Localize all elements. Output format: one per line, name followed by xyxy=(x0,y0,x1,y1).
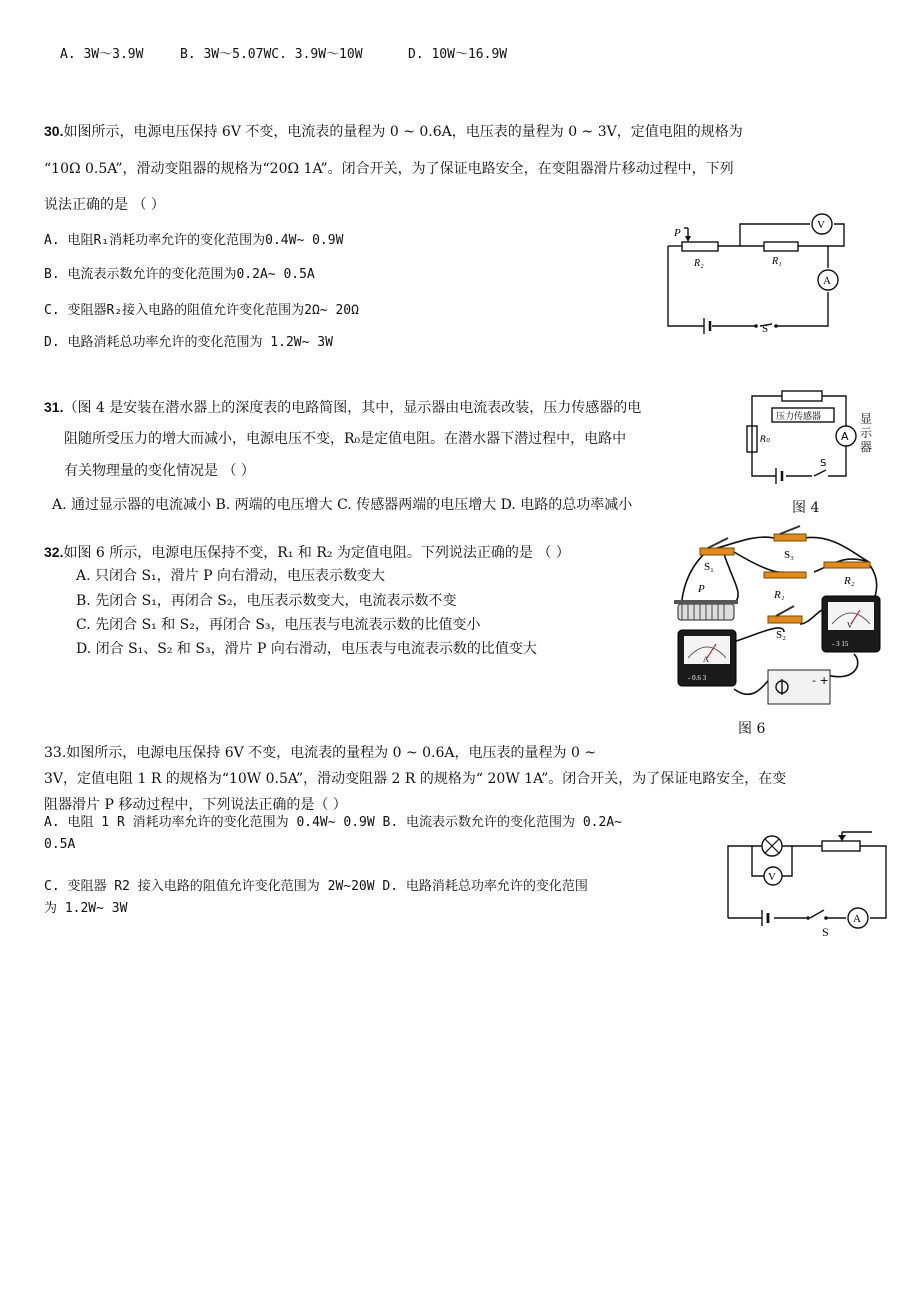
q33-options-ab-line2: 0.5A xyxy=(44,837,76,852)
q30-stem-line2: “10Ω 0.5A”，滑动变阻器的规格为“20Ω 1A”。闭合开关，为了保证电路安全，在变阻器滑片移动过程中，下列 xyxy=(44,161,734,177)
q32-fig-r1-label: R₁ xyxy=(774,589,785,601)
q30-stem-line3: 说法正确的是 （ ） xyxy=(44,197,165,213)
q30-option-b: B. 电流表示数允许的变化范围为0.2A~ 0.5A xyxy=(44,267,315,282)
q31-fig-r0-label: R₀ xyxy=(760,435,770,445)
q32-fig-voltmeter-scale: - 3 15 xyxy=(832,640,849,648)
q30-fig-r2-label: R₂ xyxy=(694,258,704,269)
q32-physical-circuit-illustration xyxy=(664,524,886,710)
q31-stem-line1 xyxy=(44,398,641,417)
q30-option-c: C. 变阻器R₂接入电路的阻值允许变化范围为2Ω~ 20Ω xyxy=(44,303,359,318)
q30-fig-ammeter-label: A xyxy=(823,275,831,287)
q32-stem-text-1: 如图 6 所示，电源电压保持不变，R₁ 和 R₂ 为定值电阻。下列说法正确的是 （ ） xyxy=(63,545,570,561)
q32-fig-s2-label: S₂ xyxy=(776,629,786,641)
q29-option-b: B. 3W～5.07WC. 3.9W～10W xyxy=(180,47,363,62)
q32-figure-caption: 图 6 xyxy=(738,721,766,737)
q32-stem-line1 xyxy=(44,543,570,562)
q33-fig-voltmeter-label: V xyxy=(768,871,776,883)
q29-option-a: A. 3W～3.9W xyxy=(60,47,144,62)
q32-option-c: C. 先闭合 S₁ 和 S₂，再闭合 S₃，电压表与电流表示数的比值变小 xyxy=(76,617,481,633)
q30-option-d: D. 电路消耗总功率允许的变化范围为 1.2W~ 3W xyxy=(44,335,333,350)
q32-fig-voltmeter-label: V xyxy=(847,621,853,630)
q32-fig-r2-label: R₂ xyxy=(844,575,855,587)
q30-circuit-diagram xyxy=(660,208,850,334)
q32-option-a: A. 只闭合 S₁，滑片 P 向右滑动，电压表示数变大 xyxy=(76,568,385,584)
q31-stem-line2: 阻随所受压力的增大而减小，电源电压不变，R₀是定值电阻。在潜水器下潜过程中，电路中 xyxy=(64,431,627,447)
q31-stem-text-1: （图 4 是安装在潜水器上的深度表的电路简图，其中，显示器由电流表改装，压力传感器的电 xyxy=(63,400,642,416)
q31-fig-sensor-label: 压力传感器 xyxy=(776,412,822,422)
q30-number: 30. xyxy=(44,123,64,139)
q33-circuit-diagram xyxy=(722,828,892,938)
q31-fig-ammeter-label: A xyxy=(841,430,849,443)
q30-stem-text-1: 如图所示，电源电压保持 6V 不变，电流表的量程为 0 ~ 0.6A，电压表的量程为 0 ~ 3V，定值电阻的规格为 xyxy=(63,124,743,140)
q32-option-b: B. 先闭合 S₁，再闭合 S₂，电压表示数变大，电流表示数不变 xyxy=(76,593,457,609)
q33-options-cd-line2: 为 1.2W~ 3W xyxy=(44,901,128,916)
q31-circuit-diagram xyxy=(742,386,874,486)
q30-fig-r1-label: R₁ xyxy=(772,256,782,267)
q33-fig-switch-label: S xyxy=(822,925,829,938)
q33-options-ab-line1: A. 电阻 1 R 消耗功率允许的变化范围为 0.4W~ 0.9W B. 电流表示数允许的变化范围为 0.2A~ xyxy=(44,815,622,830)
q33-stem-line1: 33.如图所示，电源电压保持 6V 不变，电流表的量程为 0 ~ 0.6A，电压表的量程为 0 ~ xyxy=(44,745,597,761)
q32-option-d: D. 闭合 S₁、S₂ 和 S₃，滑片 P 向右滑动，电压表与电流表示数的比值变大 xyxy=(76,641,537,657)
q32-fig-p-label: P xyxy=(698,583,705,595)
q33-stem-line2: 3V，定值电阻 1 R 的规格为“10W 0.5A”，滑动变阻器 2 R 的规格为“ 20W 1A”。闭合开关，为了保证电路安全，在变 xyxy=(44,771,787,787)
q31-stem-line3: 有关物理量的变化情况是 （ ） xyxy=(64,463,255,479)
q30-fig-voltmeter-label: V xyxy=(817,219,825,231)
q30-fig-slider-label: P xyxy=(674,227,681,239)
q30-stem-line1 xyxy=(44,122,743,141)
q31-number: 31. xyxy=(44,399,64,415)
q33-options-cd-line1: C. 变阻器 R2 接入电路的阻值允许变化范围为 2W~20W D. 电路消耗总功率允许的变化范围 xyxy=(44,879,588,894)
q31-options: A. 通过显示器的电流减小 B. 两端的电压增大 C. 传感器两端的电压增大 D. 电路的总功率减小 xyxy=(52,497,633,513)
q32-fig-s1-label: S₁ xyxy=(704,561,714,573)
q31-fig-switch-label: S xyxy=(820,458,827,469)
q29-option-d: D. 10W～16.9W xyxy=(408,47,508,62)
q32-number: 32. xyxy=(44,544,64,560)
q33-stem-line3: 阻器滑片 P 移动过程中，下列说法正确的是（ ） xyxy=(44,797,347,813)
svg-text:- +: - + xyxy=(812,674,829,687)
q32-fig-s3-label: S₃ xyxy=(784,549,794,561)
q30-fig-switch-label: S xyxy=(762,323,769,334)
q31-fig-display-label: 显示器 xyxy=(860,412,873,454)
q31-figure-caption: 图 4 xyxy=(792,500,820,516)
q32-fig-ammeter-label: A xyxy=(703,655,709,664)
q30-option-a: A. 电阻R₁消耗功率允许的变化范围为0.4W~ 0.9W xyxy=(44,233,344,248)
q33-fig-ammeter-label: A xyxy=(853,913,861,925)
q32-fig-ammeter-scale: - 0.6 3 xyxy=(688,674,707,682)
